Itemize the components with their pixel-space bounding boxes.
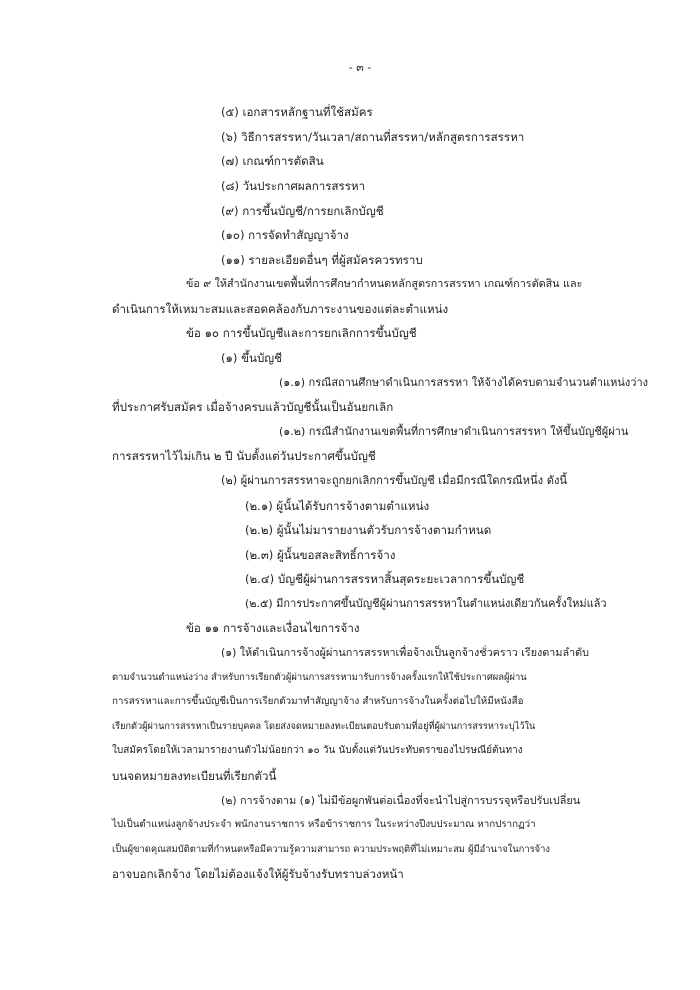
text-line: (๒.๓) ผู้นั้นขอสละสิทธิ์การจ้าง <box>245 548 396 562</box>
text-line: ตามจำนวนตำแหน่งว่าง สำหรับการเรียกตัวผู้ผ่านการสรรหามารับการจ้างครั้งแรกให้ใช้ประกาศผลผู้ผ่าน <box>112 672 527 683</box>
text-line: (๙) การขึ้นบัญชี/การยกเลิกบัญชี <box>221 204 384 218</box>
text-line: เป็นผู้ขาดคุณสมบัติตามที่กำหนดหรือมีความรู้ความสามารถ ความประพฤติที่ไม่เหมาะสม ผู้มีอำนาจในการจ้าง <box>112 844 550 855</box>
text-line: ดำเนินการให้เหมาะสมและสอดคล้องกับภาระงานของแต่ละตำแหน่ง <box>112 302 449 316</box>
text-line: (๒.๔) บัญชีผู้ผ่านการสรรหาสิ้นสุดระยะเวลาการขึ้นบัญชี <box>245 572 525 586</box>
text-line: (๒) การจ้างตาม (๑) ไม่มีข้อผูกพันต่อเนื่องที่จะนำไปสู่การบรรจุหรือปรับเปลี่ยน <box>221 794 581 807</box>
text-line: อาจบอกเลิกจ้าง โดยไม่ต้องแจ้งให้ผู้รับจ้างรับทราบล่วงหน้า <box>112 867 404 881</box>
text-line: (๑.๑) กรณีสถานศึกษาดำเนินการสรรหา ให้จ้างได้ครบตามจำนวนตำแหน่งว่าง <box>279 376 648 389</box>
text-line: ข้อ ๑๑ การจ้างและเงื่อนไขการจ้าง <box>186 621 360 635</box>
text-line: (๒.๑) ผู้นั้นได้รับการจ้างตามตำแหน่ง <box>245 499 430 513</box>
text-line: เรียกตัวผู้ผ่านการสรรหาเป็นรายบุคคล โดยส่งจดหมายลงทะเบียนตอบรับตามที่อยู่ที่ผู้ผ่านการสรรหาระบุไว้ใน <box>112 721 536 732</box>
text-line: ข้อ ๙ ให้สำนักงานเขตพื้นที่การศึกษากำหนดหลักสูตรการสรรหา เกณฑ์การตัดสิน และ <box>186 277 583 290</box>
text-line: (๑๑) รายละเอียดอื่นๆ ที่ผู้สมัครควรทราบ <box>221 253 423 267</box>
text-line: (๒) ผู้ผ่านการสรรหาจะถูกยกเลิกการขึ้นบัญชี เมื่อมีกรณีใดกรณีหนึ่ง ดังนี้ <box>221 474 568 487</box>
text-line: (๒.๒) ผู้นั้นไม่มารายงานตัวรับการจ้างตามกำหนด <box>245 523 492 537</box>
text-line: (๑.๒) กรณีสำนักงานเขตพื้นที่การศึกษาดำเนินการสรรหา ให้ขึ้นบัญชีผู้ผ่าน <box>279 425 629 438</box>
text-line: ไปเป็นตำแหน่งลูกจ้างประจำ พนักงานราชการ หรือข้าราชการ ในระหว่างปีงบประมาณ หากปรากฏว่า <box>112 819 536 830</box>
text-line: (๑๐) การจัดทำสัญญาจ้าง <box>221 228 349 242</box>
text-line: (๕) เอกสารหลักฐานที่ใช้สมัคร <box>221 105 373 119</box>
text-line: (๘) วันประกาศผลการสรรหา <box>221 179 366 193</box>
text-line: (๒.๕) มีการประกาศขึ้นบัญชีผู้ผ่านการสรรหาในตำแหน่งเดียวกันครั้งใหม่แล้ว <box>245 597 607 610</box>
text-line: ที่ประกาศรับสมัคร เมื่อจ้างครบแล้วบัญชีนั้นเป็นอันยกเลิก <box>112 400 394 414</box>
text-line: (๑) ให้ดำเนินการจ้างผู้ผ่านการสรรหาเพื่อจ้างเป็นลูกจ้างชั่วคราว เรียงตามลำดับ <box>221 646 590 659</box>
text-line: ข้อ ๑๐ การขึ้นบัญชีและการยกเลิกการขึ้นบัญชี <box>186 326 417 340</box>
text-line: (๗) เกณฑ์การตัดสิน <box>221 154 324 168</box>
text-line: ใบสมัครโดยให้เวลามารายงานตัวไม่น้อยกว่า ๑๐ วัน นับตั้งแต่วันประทับตราของไปรษณีย์ต้นทาง <box>112 745 523 756</box>
page-number: - ๓ - <box>348 61 372 74</box>
text-line: (๑) ขึ้นบัญชี <box>221 351 283 365</box>
text-line: (๖) วิธีการสรรหา/วันเวลา/สถานที่สรรหา/หลักสูตรการสรรหา <box>221 130 525 144</box>
text-line: การสรรหาและการขึ้นบัญชีเป็นการเรียกตัวมาทำสัญญาจ้าง สำหรับการจ้างในครั้งต่อไปให้มีหนังสือ <box>112 696 524 707</box>
text-line: บนจดหมายลงทะเบียนที่เรียกตัวนี้ <box>112 769 277 783</box>
text-line: การสรรหาไว้ไม่เกิน ๒ ปี นับตั้งแต่วันประกาศขึ้นบัญชี <box>112 449 376 463</box>
